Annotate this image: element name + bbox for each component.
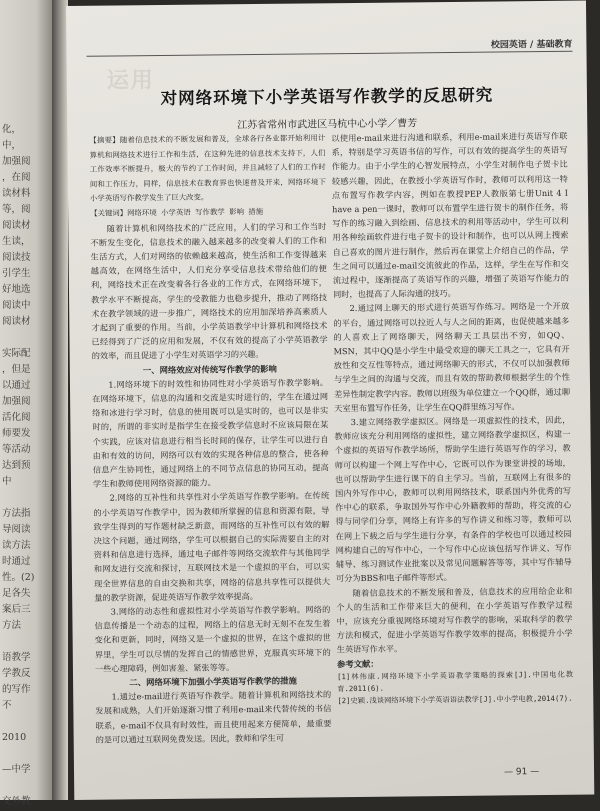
facing-page-line: 的写作: [2, 684, 31, 695]
facing-page-line: 加强阅: [2, 396, 31, 407]
facing-page-line: 活化阅: [2, 412, 31, 423]
section-2-paragraph-1b: 以使用e-mail来进行沟通和联系，利用e-mail来进行英语写作联系，特别是学习英语书信的写作，可以有效的提高学生的英语写作能力。由于小学生的心智发展特点，小学生对制作电子贺卡比较感兴趣，因此，在教授小学英语写作时，教师可以利用这一特点布置写作教学内容，例如在教授PEP人教版第七册Unit 4 I have a pen一课时，教师可以布置学生进行贺卡的制作任务，将写作的练习融入到绘画、信息技术的利用等活动中，学生可以利用各种绘画软件进行电子贺卡的设计和制作，也可以从网上搜索自己喜欢的图片进行制作，然后再在课堂上介绍自己的作品，学生之间可以通过e-mail交流彼此的作品，这样，学生在写作和交流过程中，逐渐提高了英语写作的兴趣，增强了英语写作能力的同时，也提高了人际沟通的技巧。: [331, 130, 569, 300]
facing-page-line: 引学生: [2, 268, 31, 279]
facing-page-line: 加强阅: [2, 156, 31, 167]
facing-page-line: 阅读材: [2, 220, 31, 231]
section-2-paragraph-1a: 1.通过e-mail进行英语写作教学。随着计算机和网络技术的发展和成熟，人们开始逐渐习惯了利用e-mail来代替传统的书信联系，e-mail不仅具有时效性，而且使用起来方便简单，最重要的是可以通过互联网免费发送。因此，教师和学生可: [95, 689, 332, 745]
references-heading: 参考文献：: [336, 658, 379, 669]
facing-page-line: 阅读材: [2, 316, 31, 327]
page-number: — 91 —: [503, 767, 540, 778]
facing-page-line: 等，阅: [2, 204, 31, 215]
conclusion-paragraph: 随着信息技术的不断发展和普及，信息技术的应用给企业和个人的生活和工作带来巨大的便利，在小学英语写作教学过程中，应该充分重视网络环境对写作教学的影响，采取科学的教学方法和模式，促进小学英语写作教学效率的提高，积极提升小学生英语写作水平。: [336, 585, 573, 655]
facing-page-line: 等活动: [2, 444, 31, 455]
facing-page-line: 中: [2, 476, 12, 487]
facing-page-line: 达到预: [2, 460, 31, 471]
facing-page-line: 阅读中: [2, 300, 31, 311]
facing-page-line: 中，: [2, 140, 22, 151]
facing-page: [0, 0, 52, 807]
facing-page-line: 实际配: [2, 348, 31, 359]
facing-page-line: 足各失: [2, 588, 31, 599]
facing-page-line: 时通过: [2, 556, 31, 567]
section-1-paragraph-1: 1.网络环境下的时效性和协同性对小学英语写作教学影响。在网络环境下，信息的沟通和交流是实时进行的，学生在通过网络和冰进行学习时，信息的使用既可以是实时的，也可以是非实时的，所谓的非实时是指学生在接受教学信息时不应该局限在某个实践，应该对信息进行相当长时间的保存，让学生可以进行自由和有效的访问，网络可以有效的实现各种信息的整合，使各种信息产生协同性，通过网络上的不同节点信息的协同互动，提高学生和教师使用网络资源的能力。: [92, 377, 329, 489]
section-2-paragraph-3: 3.建立网络教学虚拟区。网络是一项虚拟性的技术，因此，教师应该充分利用网络的虚拟性，建立网络教学虚拟区，构建一个虚拟的英语写作教学场所，帮助学生进行英语写作的学习，教师可以构建一个网上写作中心，它既可以作为课堂讲授的场地，也可以帮助学生进行课下的自主学习。当前，互联网上有很多的国内外写作中心，教师可以利用网络技术，联系国内外优秀的写作中心的联系，争取国外写作中心外籍教师的帮助，将交流的心得与同学们分享，网络上有许多的写作讲义和练习等，教师可以在网上下载之后与学生进行分享，有条件的学校也可以通过校园网构建自己的写作中心，一个写作中心应该包括写作讲义、写作辅导、练习测试作业批案以及常见问题解答等等，其中写作辅导可分为BBS和电子邮件等形式。: [334, 414, 572, 584]
magazine-page: [66, 1, 594, 800]
header-rule: [87, 51, 573, 57]
running-head: 校园英语 / 基础教育: [490, 39, 573, 51]
reference-item: [1]林伟康.网络环境下小学英语教学策略的探索[J].中国电化教育.2011(6).: [336, 669, 574, 693]
facing-page-line: ，在阅: [2, 172, 31, 183]
section-1-paragraph-3: 3.网络的动态性和虚拟性对小学英语写作教学影响。网络的信息传播是一个动态的过程，网络上的信息无时无刻不在发生着变化和更新，同时，网络又是一个虚拟的世界，在这个虚拟的世界里，学生可以尽情的发挥自己的情感世界，克服真实环境下的一些心理障碍，例如害羞、紧张等等。: [94, 604, 331, 674]
facing-page-line: 生读，: [2, 236, 31, 247]
facing-page-line: 以通过: [2, 380, 31, 391]
facing-page-line: 不: [2, 700, 12, 711]
reference-item: [2]史颖.浅谈网络环境下小学英语语法教学[J].中小学电教,2014(7).: [337, 693, 573, 705]
left-column: [89, 131, 331, 747]
keywords: 【关键词】网络环境 小学英语 写作教学 影响 措施: [90, 206, 264, 218]
facing-page-line: 交外教: [2, 796, 31, 807]
intro-paragraph: 随着计算机和网络技术的广泛应用，人们的学习和工作当时不断发生变化，信息技术的融入越来越多的改变着人们的工作和生活方式，人们对网络的依赖越来越高，使生活和工作变得越来越高效，在网络生活中，人们充分享受信息技术带给他们的便利，网络技术正在改变着各行各业的工作方式，在网络环境下，教学水平不断提高，学生的受教能力也稳步提升，推动了网络技术在教学领域的进一步推广，网络技术的应用加深培养高素质人才起到了重要的作用。当前，小学英语教学中计算机和网络技术已经得到了广泛的应用和发展，不仅有效的提高了小学英语教学的效率，而且促进了小学生对英语学习的兴趣。: [90, 220, 328, 362]
facing-page-line: 读方法: [2, 540, 31, 551]
abstract: 【摘要】随着信息技术的不断发展和普及，全球各行各业都开始利用计算机和网络技术进行工作和生活，在这种先进的信息技术支持下，人们工作效率不断提升，极大的节约了工作时间，并且减轻了人们的工作时间和工作压力，同样，信息技术在教育界也快速普及开来，网络环境下小学英语写作教学发生了巨大改变。: [89, 133, 326, 204]
facing-page-line: 导阅读: [2, 524, 31, 535]
facing-page-line: 化，: [2, 124, 22, 135]
facing-page-line: ，但是: [2, 364, 31, 375]
facing-page-line: 性。(2): [2, 572, 35, 583]
facing-page-line: 语教学: [2, 652, 31, 663]
facing-page-line: 方法: [2, 620, 22, 631]
background-watermark: 运用: [106, 67, 155, 94]
section-2-paragraph-2: 2.通过网上聊天的形式进行英语写作练习。网络是一个开放的平台，通过网络可以拉近人与人之间的距离，也促使越来越多的人喜欢上了网络聊天，网络聊天工具层出不穷，如QQ、MSN，其中QQ是小学生中最受欢迎的聊天工具之一，它具有开放性和交互性等特点，通过网络聊天的形式，不仅可以加强教师与学生之间的沟通与交流，而且有效的帮助教师根据学生的个性差异性制定教学内容。教师以班级为单位建立一个QQ群，通过聊天室里布置写作任务，让学生在QQ群里练习写作。: [333, 301, 571, 414]
facing-page-line: 师要发: [2, 428, 31, 439]
section-1-heading: 一、网络效应对传统写作教学的影响: [142, 363, 277, 375]
facing-page-line: 案后三: [2, 604, 31, 615]
facing-page-line: 读材料: [2, 188, 31, 199]
article-author: 江苏省常州市武进区马杭中心小学／曹芳: [237, 118, 418, 132]
section-1-paragraph-2: 2.网络的互补性和共享性对小学英语写作教学影响。在传统的小学英语写作教学中，因为教师所掌握的信息和资源有限，导致学生得到的写作题材缺乏新意，而网络的互补性可以有效的解决这个问题，通过网络，学生可以根据自己的实际需要自主的对资料和信息进行选择，通过电子邮件等网络交流软件与其他同学和网友进行交流和探讨，互联网技术是一个虚拟的平台，可以实现全世界信息的自由交换和共享，网络的信息共享性可以提供大量的教学资源，促进英语写作教学效率提高。: [93, 490, 331, 603]
facing-page-line: 好地选: [2, 284, 31, 295]
facing-page-line: 阅读技: [2, 252, 31, 263]
facing-page-line: 学教反: [2, 668, 31, 679]
facing-page-line: 2010: [2, 732, 27, 743]
section-2-heading: 二、网络环境下加强小学英语写作教学的措施: [129, 675, 297, 688]
book-gutter: [52, 0, 68, 800]
facing-page-line: —中学: [2, 764, 31, 775]
facing-page-line: 方法指: [2, 508, 31, 519]
article-title: 对网络环境下小学英语写作教学的反思研究: [160, 85, 494, 109]
right-column: [331, 129, 573, 707]
